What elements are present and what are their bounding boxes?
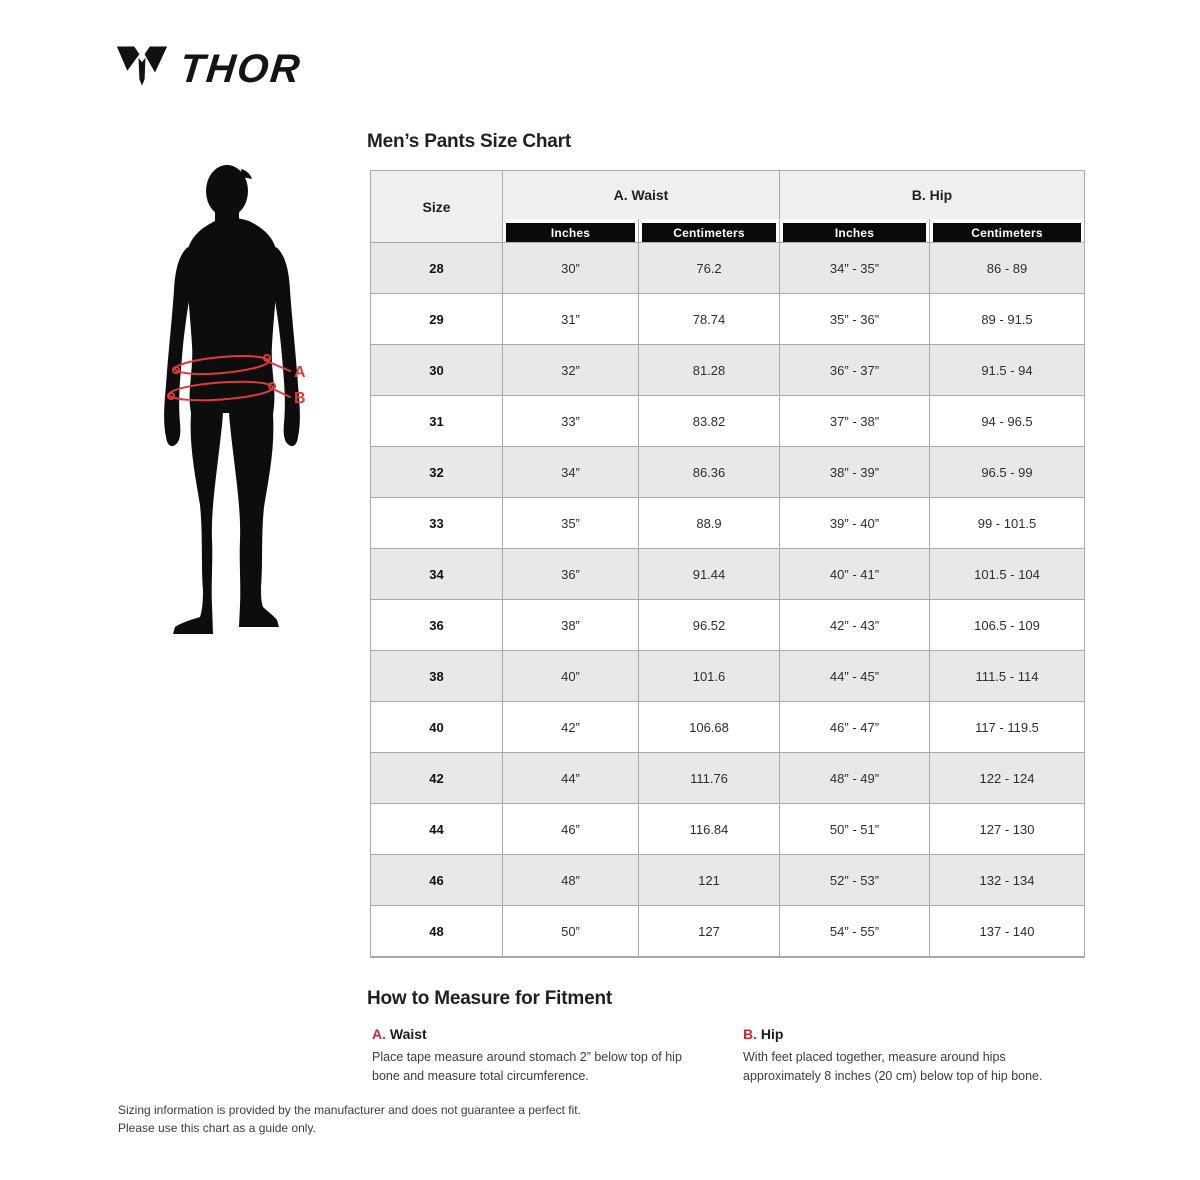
subheader-waist-inches: Inches (503, 219, 639, 243)
table-cell-waist-inches: 31” (503, 294, 639, 345)
table-cell-waist-inches: 36” (503, 549, 639, 600)
table-cell-size: 48 (371, 906, 503, 957)
table-cell-hip-inches: 36” - 37” (780, 345, 930, 396)
table-cell-hip-inches: 50” - 51” (780, 804, 930, 855)
disclaimer-line-1: Sizing information is provided by the manufacturer and does not guarantee a perfect fit. (118, 1103, 581, 1117)
table-cell-hip-inches: 52” - 53” (780, 855, 930, 906)
thor-horns-icon (116, 44, 168, 94)
howto-title: How to Measure for Fitment (367, 988, 612, 1009)
table-cell-hip-inches: 39” - 40” (780, 498, 930, 549)
howto-hip-text: With feet placed together, measure around hips approximately 8 inches (20 cm) below top of hip bone. (743, 1050, 1043, 1083)
table-cell-hip-inches: 54” - 55” (780, 906, 930, 957)
table-cell-hip-inches: 42” - 43” (780, 600, 930, 651)
column-header-size: Size (371, 171, 503, 243)
male-silhouette-diagram (145, 155, 355, 655)
table-cell-waist-inches: 35” (503, 498, 639, 549)
table-cell-waist-inches: 42” (503, 702, 639, 753)
howto-hip-key: B. (743, 1026, 757, 1042)
size-table (370, 170, 1085, 958)
howto-hip-label (743, 1024, 1078, 1045)
table-cell-hip-cm: 122 - 124 (930, 753, 1084, 804)
howto-waist-name: Waist (389, 1026, 427, 1042)
table-cell-hip-inches: 35” - 36” (780, 294, 930, 345)
table-cell-hip-inches: 40” - 41” (780, 549, 930, 600)
disclaimer-line-2: Please use this chart as a guide only. (118, 1121, 316, 1135)
table-cell-hip-cm: 91.5 - 94 (930, 345, 1084, 396)
brand-wordmark: THOR (177, 47, 304, 91)
subheader-hip-inches: Inches (780, 219, 930, 243)
table-cell-hip-cm: 137 - 140 (930, 906, 1084, 957)
table-cell-hip-inches: 46” - 47” (780, 702, 930, 753)
table-cell-hip-cm: 96.5 - 99 (930, 447, 1084, 498)
table-cell-size: 38 (371, 651, 503, 702)
table-cell-waist-inches: 40” (503, 651, 639, 702)
table-cell-waist-cm: 116.84 (639, 804, 780, 855)
table-cell-waist-cm: 86.36 (639, 447, 780, 498)
hip-label-b: B (294, 390, 306, 407)
table-cell-size: 36 (371, 600, 503, 651)
table-cell-waist-cm: 106.68 (639, 702, 780, 753)
table-cell-waist-inches: 30” (503, 243, 639, 294)
table-cell-hip-inches: 44” - 45” (780, 651, 930, 702)
table-cell-size: 33 (371, 498, 503, 549)
table-cell-hip-inches: 48” - 49” (780, 753, 930, 804)
table-cell-waist-cm: 78.74 (639, 294, 780, 345)
table-cell-size: 29 (371, 294, 503, 345)
table-cell-waist-cm: 88.9 (639, 498, 780, 549)
howto-waist-text: Place tape measure around stomach 2” below top of hip bone and measure total circumference. (372, 1050, 682, 1083)
table-cell-size: 28 (371, 243, 503, 294)
table-cell-waist-cm: 127 (639, 906, 780, 957)
brand-logo (116, 44, 304, 94)
column-group-waist: A. Waist (503, 171, 780, 219)
table-cell-size: 42 (371, 753, 503, 804)
table-cell-size: 31 (371, 396, 503, 447)
table-cell-waist-inches: 48” (503, 855, 639, 906)
howto-waist (372, 1024, 707, 1086)
table-cell-waist-cm: 91.44 (639, 549, 780, 600)
table-cell-waist-inches: 50” (503, 906, 639, 957)
table-cell-waist-inches: 33” (503, 396, 639, 447)
table-cell-waist-inches: 44” (503, 753, 639, 804)
table-cell-size: 44 (371, 804, 503, 855)
table-cell-waist-cm: 121 (639, 855, 780, 906)
table-cell-hip-cm: 101.5 - 104 (930, 549, 1084, 600)
howto-hip (743, 1024, 1078, 1086)
table-cell-waist-cm: 81.28 (639, 345, 780, 396)
table-cell-hip-inches: 38” - 39” (780, 447, 930, 498)
table-cell-hip-cm: 94 - 96.5 (930, 396, 1084, 447)
table-cell-waist-inches: 46” (503, 804, 639, 855)
table-cell-hip-cm: 111.5 - 114 (930, 651, 1084, 702)
table-cell-size: 40 (371, 702, 503, 753)
waist-label-a: A (294, 364, 306, 381)
subheader-hip-centimeters: Centimeters (930, 219, 1084, 243)
table-cell-waist-cm: 83.82 (639, 396, 780, 447)
table-cell-hip-cm: 89 - 91.5 (930, 294, 1084, 345)
table-cell-size: 32 (371, 447, 503, 498)
howto-waist-label (372, 1024, 707, 1045)
table-cell-waist-cm: 111.76 (639, 753, 780, 804)
table-cell-size: 30 (371, 345, 503, 396)
table-cell-hip-inches: 37” - 38” (780, 396, 930, 447)
table-cell-hip-cm: 127 - 130 (930, 804, 1084, 855)
table-cell-waist-inches: 34” (503, 447, 639, 498)
howto-hip-name: Hip (760, 1026, 784, 1042)
table-cell-waist-inches: 38” (503, 600, 639, 651)
disclaimer (118, 1101, 581, 1137)
table-cell-hip-inches: 34” - 35” (780, 243, 930, 294)
column-group-hip: B. Hip (780, 171, 1084, 219)
table-cell-hip-cm: 106.5 - 109 (930, 600, 1084, 651)
subheader-waist-centimeters: Centimeters (639, 219, 780, 243)
howto-waist-key: A. (372, 1026, 386, 1042)
page-title: Men’s Pants Size Chart (367, 131, 571, 152)
table-cell-waist-cm: 101.6 (639, 651, 780, 702)
table-cell-size: 34 (371, 549, 503, 600)
table-cell-hip-cm: 132 - 134 (930, 855, 1084, 906)
table-cell-size: 46 (371, 855, 503, 906)
table-cell-hip-cm: 86 - 89 (930, 243, 1084, 294)
table-cell-waist-cm: 96.52 (639, 600, 780, 651)
table-cell-waist-cm: 76.2 (639, 243, 780, 294)
table-cell-hip-cm: 117 - 119.5 (930, 702, 1084, 753)
table-cell-hip-cm: 99 - 101.5 (930, 498, 1084, 549)
table-cell-waist-inches: 32” (503, 345, 639, 396)
